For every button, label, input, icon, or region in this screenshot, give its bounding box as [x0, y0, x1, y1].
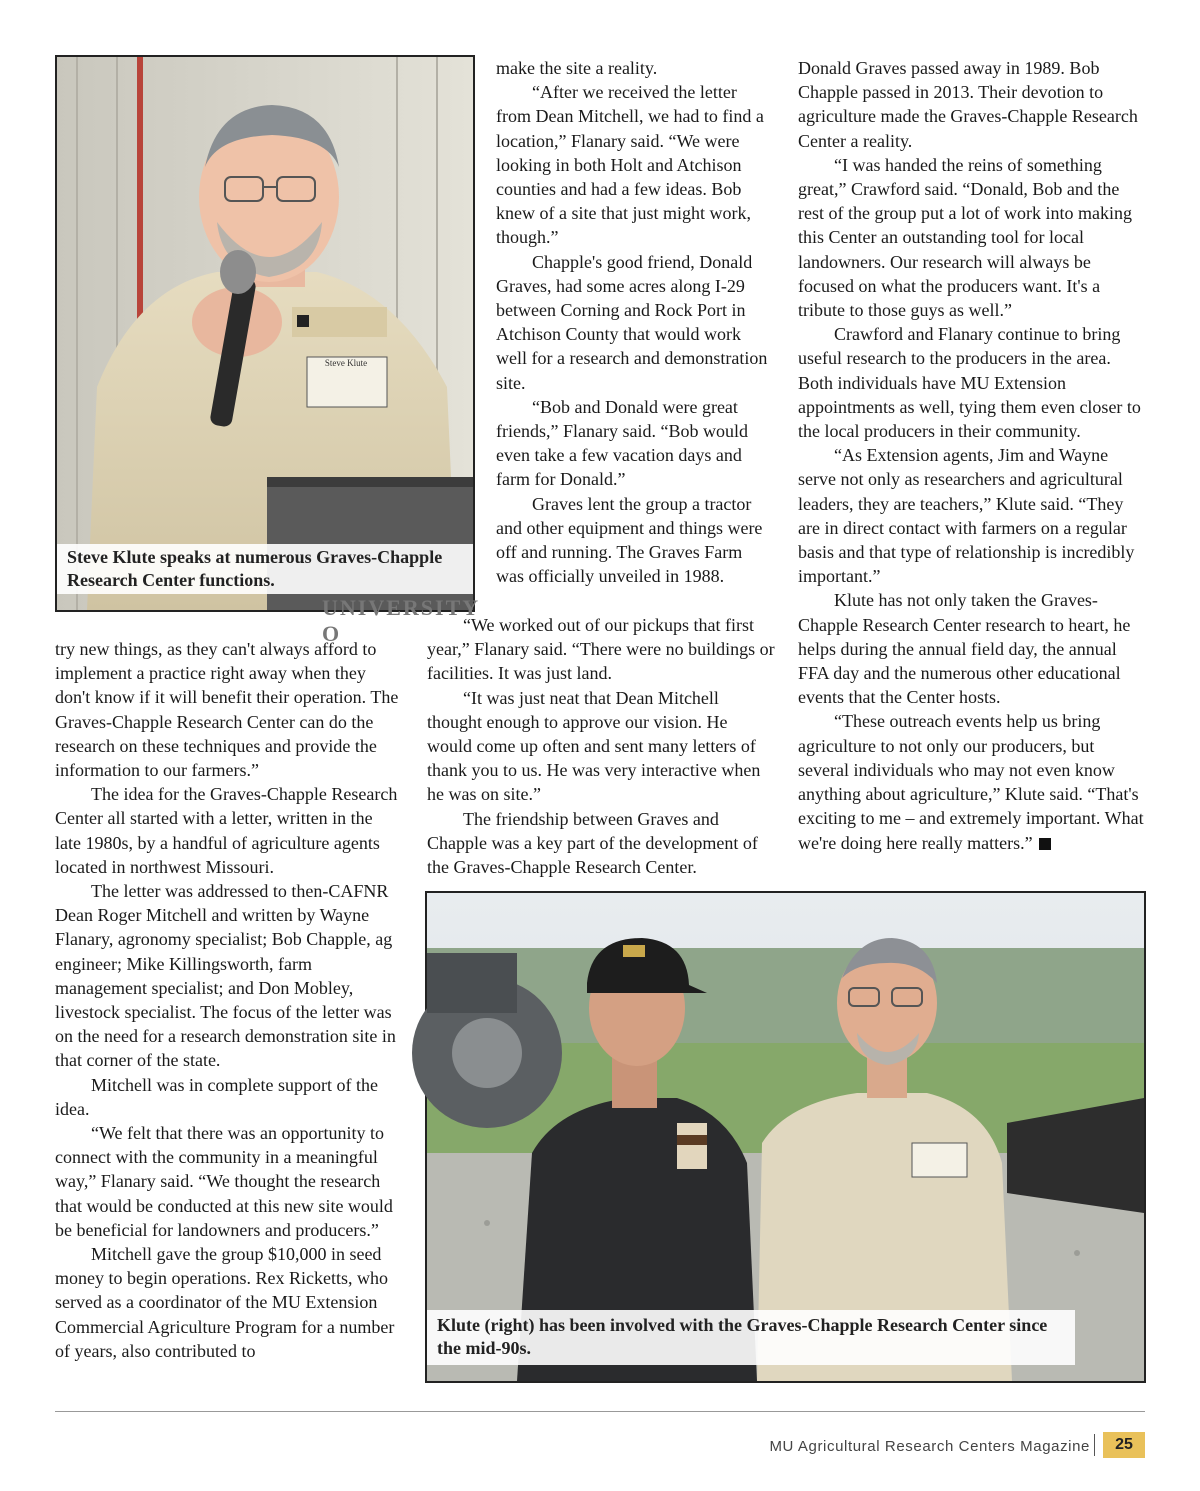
paragraph: make the site a reality. — [496, 58, 658, 78]
end-of-article-mark — [1039, 838, 1051, 850]
article-column-left — [55, 637, 403, 1363]
paragraph: “Bob and Donald were great friends,” Flanary said. “Bob would even take a few vacation days and farm for Donald.” — [496, 396, 748, 490]
podium-lettering: UNIVERSITY O — [322, 595, 480, 646]
speaker-photo-illustration — [57, 57, 473, 610]
paragraph: Donald Graves passed away in 1989. Bob Chapple passed in 2013. Their devotion to agriculture made the Graves-Chapple Research Center a reality. — [798, 58, 1138, 151]
paragraph: Klute has not only taken the Graves-Chapple Research Center research to heart, he helps during the annual field day, the annual FFA day and the numerous other educational events that the Center hosts. — [798, 590, 1131, 708]
field-photo-illustration — [427, 893, 1144, 1381]
paragraph: Graves lent the group a tractor and other equipment and things were off and running. The Graves Farm was officially unveiled in 1988. — [496, 493, 763, 587]
name-tag: Steve Klute — [324, 358, 368, 368]
paragraph: “These outreach events help us bring agriculture to not only our producers, but several individuals who may not even know anything about agriculture,” Klute said. “That's exciting to me – and extremely important. What we're doing here really matters.” — [798, 711, 1144, 853]
paragraph: Mitchell was in complete support of the idea. — [55, 1074, 378, 1119]
paragraph: “After we received the letter from Dean Mitchell, we had to find a location,” Flanary said. “We were looking in both Holt and Atchison counties and had a few ideas. Bob knew of a site that just might work, though.” — [496, 82, 764, 248]
paragraph: “We worked out of our pickups that first year,” Flanary said. “There were no buildings or facilities. It was just land. — [427, 615, 775, 684]
photo-klute-in-field — [425, 891, 1146, 1383]
article-column-middle-bottom — [427, 613, 775, 879]
footer-rule — [55, 1411, 1145, 1412]
magazine-title: MU Agricultural Research Centers Magazine — [769, 1438, 1090, 1455]
photo-caption: Steve Klute speaks at numerous Graves-Chapple Research Center functions. — [57, 544, 473, 594]
paragraph: The idea for the Graves-Chapple Research Center all started with a letter, written in the late 1980s, by a handful of agriculture agents located in northwest Missouri. — [55, 784, 398, 877]
paragraph: “It was just neat that Dean Mitchell thought enough to approve our vision. He would come up often and sent many letters of thank you to us. He was very interactive when he was on site.” — [427, 687, 761, 805]
article-column-right — [798, 56, 1146, 855]
paragraph: Chapple's good friend, Donald Graves, had some acres along I-29 between Corning and Rock Port in Atchison County that would work well for a research and demonstration site. — [496, 251, 768, 393]
paragraph: The friendship between Graves and Chapple was a key part of the development of the Graves-Chapple Research Center. — [427, 808, 758, 878]
page-number: 25 — [1103, 1432, 1145, 1458]
article-column-middle-top — [496, 56, 772, 588]
photo-caption: Klute (right) has been involved with the Graves-Chapple Research Center since the mid-90s. — [427, 1310, 1075, 1365]
footer-separator — [1094, 1434, 1095, 1456]
paragraph: “As Extension agents, Jim and Wayne serve not only as researchers and agricultural leaders, they are teachers,” Klute said. “They are in direct contact with farmers on a regular basis and that type of relationship is incredibly important.” — [798, 445, 1135, 587]
paragraph: “I was handed the reins of something great,” Crawford said. “Donald, Bob and the rest of the group put a lot of work into making this Center an outstanding tool for local landowners. Our research will always be focused on what the producers want. It's a tribute to those guys as well.” — [798, 154, 1132, 321]
paragraph: The letter was addressed to then-CAFNR Dean Roger Mitchell and written by Wayne Flanary, agronomy specialist; Bob Chapple, ag engineer; Mike Killingsworth, farm management specialist; and Don Mobley, livestock specialist. The focus of the letter was on the need for a research demonstration site in that corner of the state. — [55, 881, 396, 1071]
paragraph: Mitchell gave the group $10,000 in seed money to begin operations. Rex Ricketts, who served as a coordinator of the MU Extension Commercial Agriculture Program for a number of years, also contributed to — [55, 1244, 395, 1361]
paragraph: “We felt that there was an opportunity to connect with the community in a meaningful way,” Flanary said. “We thought the research that would be conducted at this new site would be beneficial for landowners and producers.” — [55, 1123, 393, 1240]
photo-steve-klute-speaking — [55, 55, 480, 646]
paragraph: Crawford and Flanary continue to bring useful research to the producers in the area. Both individuals have MU Extension appointments as well, tying them even closer to the local producers in their community. — [798, 324, 1141, 442]
paragraph: try new things, as they can't always afford to implement a practice right away when they don't know if it will benefit their operation. The Graves-Chapple Research Center can do the research on these techniques and provide the information to our farmers.” — [55, 639, 399, 781]
